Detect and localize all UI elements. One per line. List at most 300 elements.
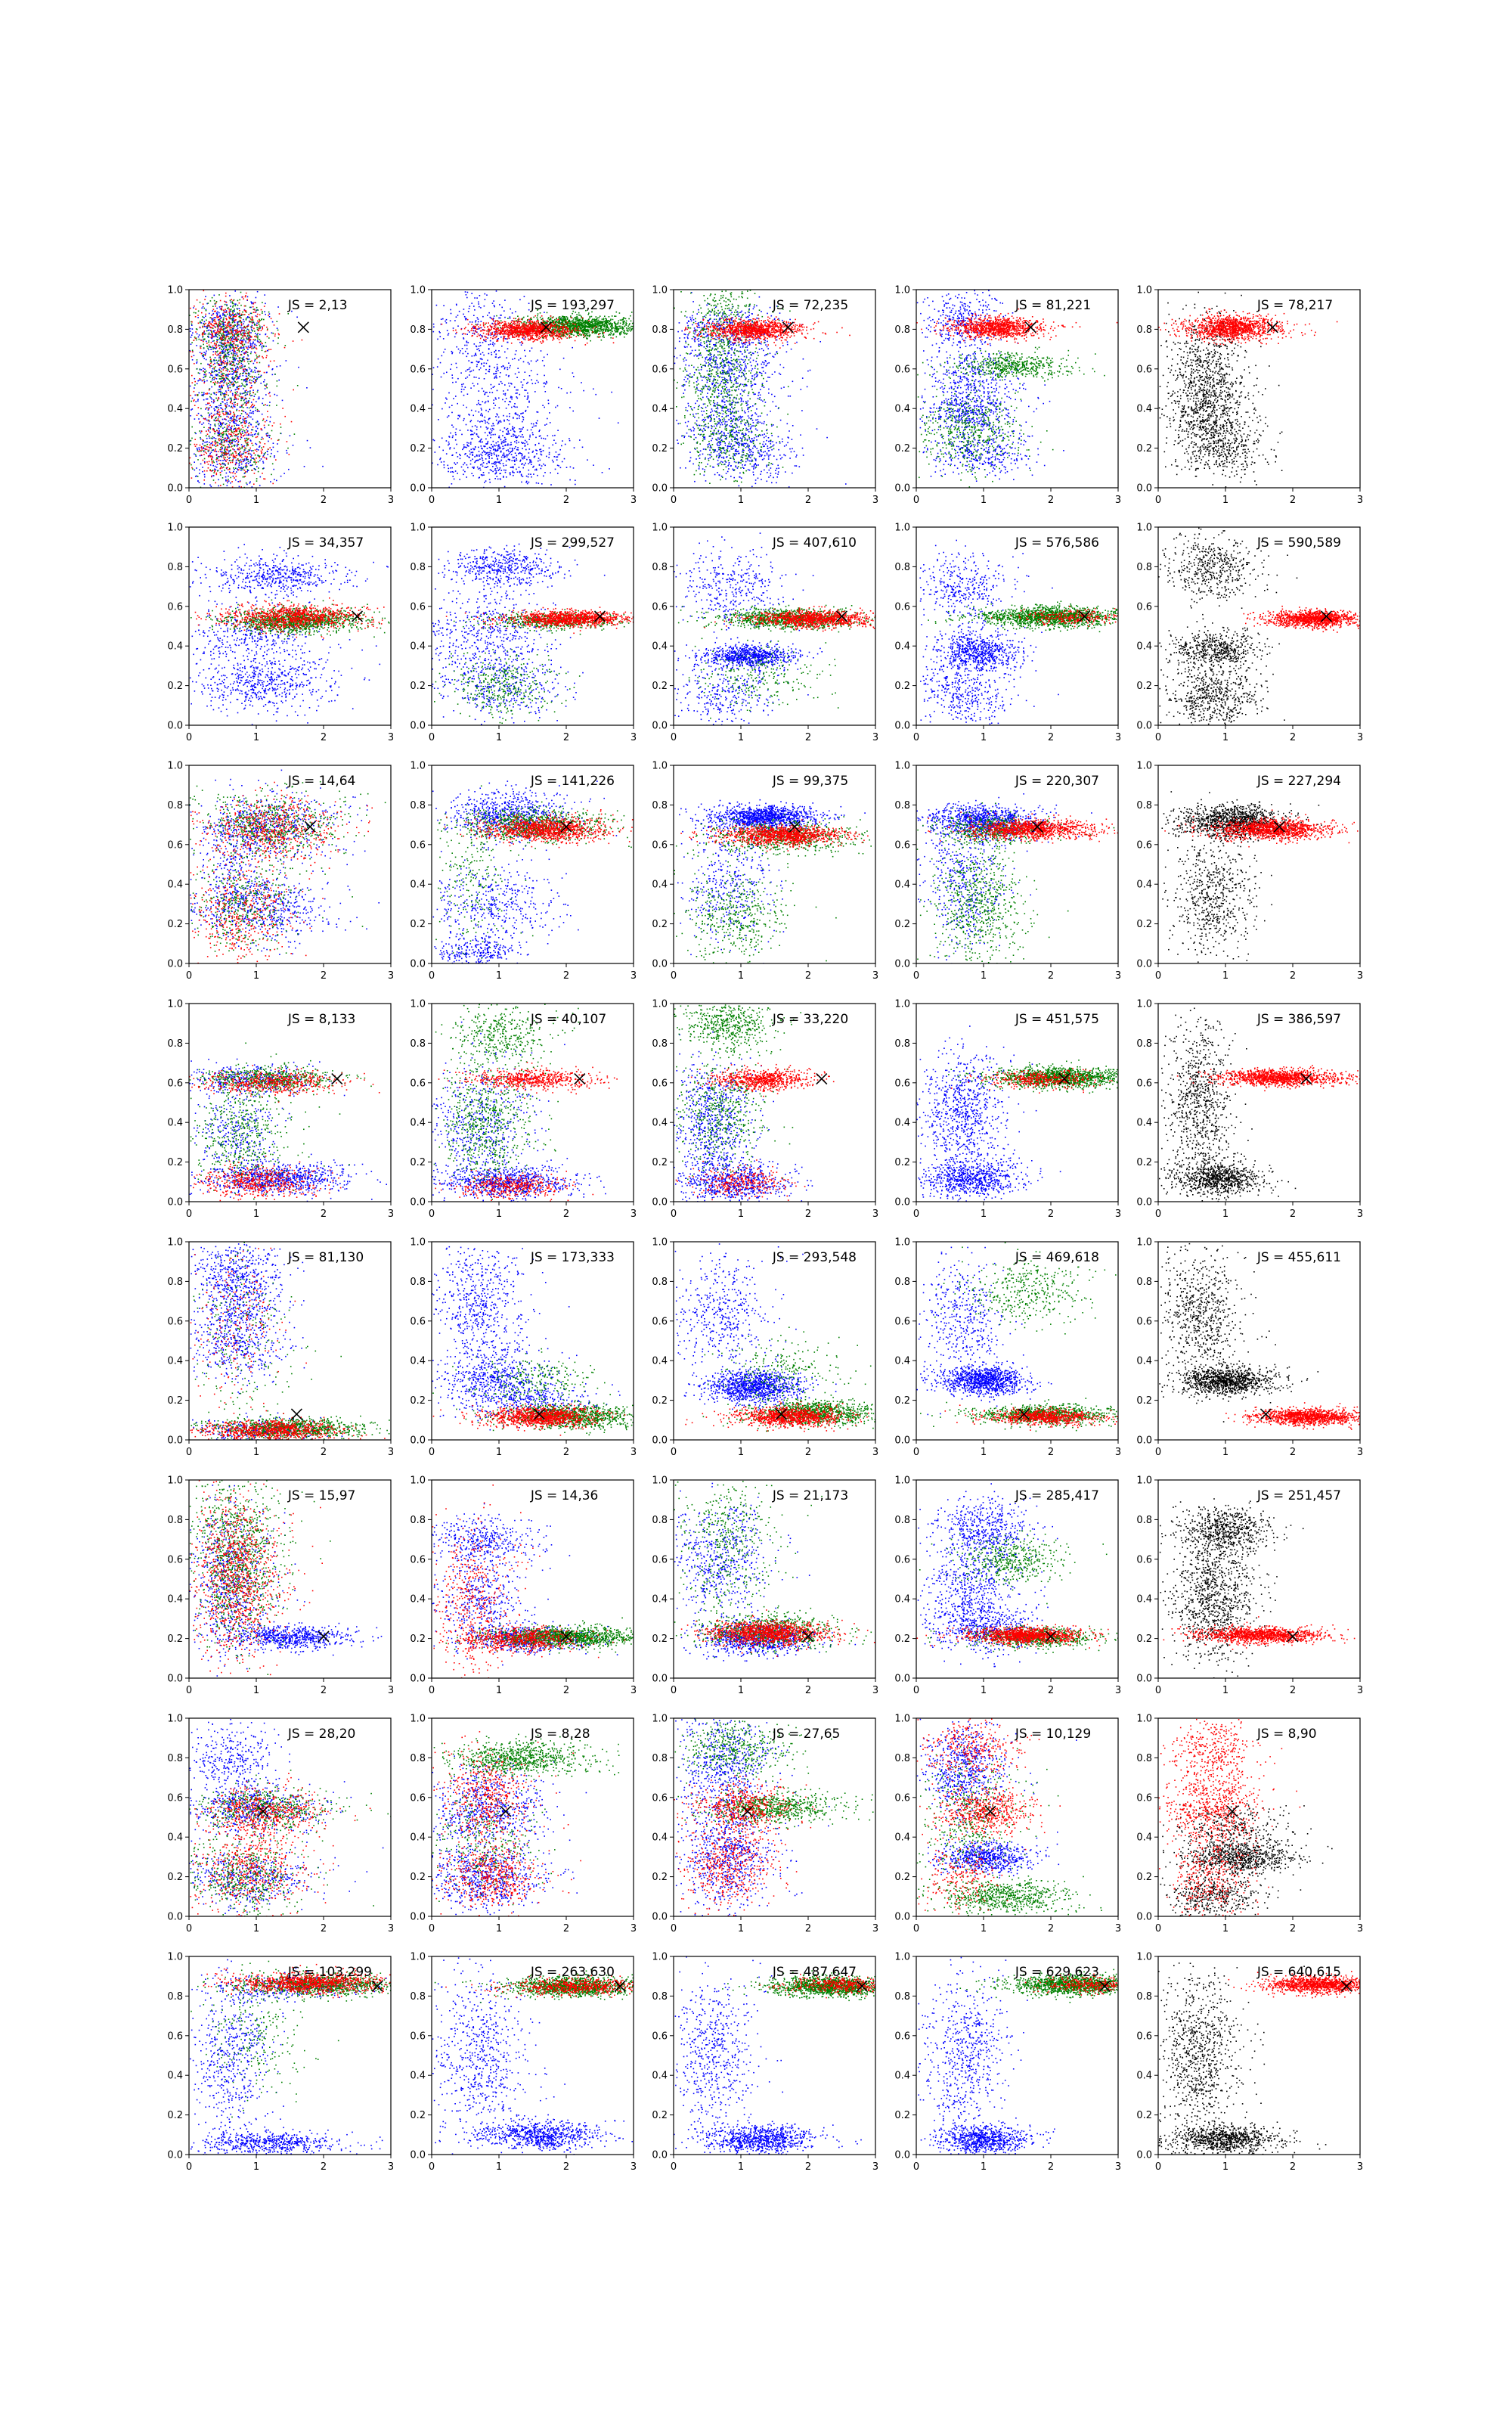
data-point xyxy=(581,382,582,383)
data-point xyxy=(255,464,256,465)
data-point xyxy=(478,400,479,402)
data-point xyxy=(201,446,203,448)
data-point xyxy=(221,376,222,377)
data-point xyxy=(489,418,491,420)
data-point xyxy=(215,303,216,305)
data-point xyxy=(246,404,247,405)
data-point xyxy=(209,396,211,398)
data-point xyxy=(235,345,237,346)
data-point xyxy=(221,423,222,424)
data-point xyxy=(494,462,495,464)
data-point xyxy=(215,445,217,447)
data-point xyxy=(208,342,209,343)
data-point xyxy=(480,307,482,309)
data-point xyxy=(476,349,478,350)
data-point xyxy=(474,343,476,345)
data-point xyxy=(250,332,252,334)
data-point xyxy=(234,433,235,435)
data-point xyxy=(563,358,565,359)
data-point xyxy=(203,334,204,335)
data-point xyxy=(554,319,556,321)
data-point xyxy=(216,341,218,343)
data-point xyxy=(494,367,495,368)
data-point xyxy=(259,326,261,327)
data-point xyxy=(487,422,488,424)
data-point xyxy=(216,308,218,309)
data-point xyxy=(190,330,191,332)
data-point xyxy=(465,371,466,372)
data-point xyxy=(264,306,265,307)
x-tick-label: 1 xyxy=(253,495,259,506)
data-point xyxy=(254,434,256,436)
data-point xyxy=(222,454,223,455)
data-point xyxy=(287,452,288,454)
data-point xyxy=(194,384,196,386)
data-point xyxy=(269,316,271,318)
data-point xyxy=(234,336,236,337)
data-point xyxy=(236,420,237,422)
data-point xyxy=(496,377,497,379)
data-point xyxy=(234,351,235,352)
data-point xyxy=(230,450,231,451)
data-point xyxy=(245,311,246,312)
data-point xyxy=(504,352,506,353)
data-point xyxy=(226,402,228,404)
data-point xyxy=(510,442,512,444)
data-point xyxy=(265,303,266,305)
data-point xyxy=(482,401,484,402)
data-point xyxy=(257,455,259,457)
data-point xyxy=(194,378,196,380)
data-point xyxy=(498,470,500,471)
data-point xyxy=(550,484,552,486)
data-point xyxy=(199,449,200,451)
data-point xyxy=(480,464,482,466)
data-point xyxy=(593,464,594,466)
data-point xyxy=(256,347,257,349)
data-point xyxy=(209,415,210,417)
data-point xyxy=(496,470,497,472)
data-point xyxy=(516,377,518,378)
data-point xyxy=(237,415,239,417)
data-point xyxy=(219,415,221,417)
data-point xyxy=(231,481,233,482)
data-point xyxy=(219,434,221,436)
data-point xyxy=(483,445,485,447)
data-point xyxy=(472,475,474,476)
data-point xyxy=(559,369,561,371)
data-point xyxy=(237,325,239,327)
data-point xyxy=(463,464,464,466)
data-point xyxy=(274,455,275,457)
data-point xyxy=(246,484,248,486)
data-point xyxy=(256,437,257,439)
data-point xyxy=(240,357,241,358)
data-point xyxy=(471,452,472,454)
data-point xyxy=(216,355,218,356)
x-marker xyxy=(298,322,308,333)
data-point xyxy=(220,436,222,438)
data-point xyxy=(203,356,204,358)
data-point xyxy=(277,306,279,308)
data-point xyxy=(546,456,547,458)
data-point xyxy=(233,305,234,306)
data-point xyxy=(466,356,468,358)
data-point xyxy=(220,427,222,428)
data-point xyxy=(204,339,206,340)
data-point xyxy=(225,296,227,297)
data-point xyxy=(214,295,215,296)
data-point xyxy=(451,353,453,355)
data-point xyxy=(277,386,278,387)
data-point xyxy=(243,372,244,374)
data-point xyxy=(236,375,237,377)
data-point xyxy=(599,317,600,318)
data-point xyxy=(216,392,218,393)
data-point xyxy=(273,333,274,334)
data-point xyxy=(603,324,605,325)
data-point xyxy=(521,482,522,483)
data-point xyxy=(246,326,247,327)
data-point xyxy=(250,456,252,458)
data-point xyxy=(545,383,547,385)
data-point xyxy=(537,420,538,422)
data-point xyxy=(456,444,457,445)
data-point xyxy=(200,302,201,303)
data-point xyxy=(552,435,553,436)
data-point xyxy=(481,363,482,365)
data-point xyxy=(471,371,472,372)
data-point xyxy=(226,326,228,327)
data-point xyxy=(254,361,256,362)
data-point xyxy=(240,292,242,293)
data-point xyxy=(220,337,222,339)
data-point xyxy=(498,383,500,385)
data-point xyxy=(627,325,629,327)
data-point xyxy=(243,319,244,321)
data-point xyxy=(525,371,526,373)
data-point xyxy=(214,317,215,318)
data-point xyxy=(263,478,265,479)
data-point xyxy=(197,329,198,330)
data-point xyxy=(200,380,202,381)
data-point xyxy=(451,351,453,352)
data-point xyxy=(254,302,256,303)
data-point xyxy=(488,344,490,346)
data-point xyxy=(250,321,252,323)
data-point xyxy=(250,459,252,461)
data-point xyxy=(241,379,243,380)
data-point xyxy=(541,483,543,485)
data-point xyxy=(250,383,252,384)
data-point xyxy=(500,356,501,358)
data-point xyxy=(211,337,212,339)
data-point xyxy=(246,384,247,386)
data-point xyxy=(478,303,479,305)
data-point xyxy=(241,337,243,339)
data-point xyxy=(231,401,232,402)
data-point xyxy=(232,334,234,336)
data-point xyxy=(259,460,261,461)
data-point xyxy=(196,340,197,341)
data-point xyxy=(621,334,622,335)
data-point xyxy=(524,350,525,352)
data-point xyxy=(261,309,262,311)
data-point xyxy=(491,333,492,334)
data-point xyxy=(479,455,480,457)
data-point xyxy=(487,435,488,436)
data-point xyxy=(259,457,260,458)
data-point xyxy=(241,410,243,411)
data-point xyxy=(228,444,229,445)
data-point xyxy=(251,412,253,414)
data-point xyxy=(474,297,476,299)
data-point xyxy=(246,337,248,339)
data-point xyxy=(227,324,228,326)
data-point xyxy=(248,314,249,315)
data-point xyxy=(268,448,269,450)
data-point xyxy=(547,435,549,436)
data-point xyxy=(247,354,249,355)
data-point xyxy=(486,467,488,468)
data-point xyxy=(536,453,538,455)
data-point xyxy=(479,350,480,352)
data-point xyxy=(269,437,271,439)
data-point xyxy=(225,433,227,435)
data-point xyxy=(499,408,500,409)
data-point xyxy=(515,354,516,355)
data-point xyxy=(244,368,246,370)
data-point xyxy=(492,392,494,393)
data-point xyxy=(213,437,215,439)
data-point xyxy=(254,352,256,353)
data-point xyxy=(198,372,200,374)
data-point xyxy=(237,300,239,302)
data-point xyxy=(481,413,482,414)
data-point xyxy=(513,470,514,472)
data-point xyxy=(244,392,246,393)
data-point xyxy=(293,389,294,391)
data-point xyxy=(524,396,525,397)
data-point xyxy=(208,447,209,448)
data-point xyxy=(225,327,227,329)
data-point xyxy=(249,307,251,309)
data-point xyxy=(507,389,509,391)
data-point xyxy=(260,343,262,345)
data-point xyxy=(197,400,199,402)
data-point xyxy=(214,392,215,394)
data-point xyxy=(250,454,252,455)
data-point xyxy=(243,461,244,463)
data-point xyxy=(555,407,556,408)
data-point xyxy=(269,447,271,448)
data-point xyxy=(500,318,501,319)
data-point xyxy=(232,346,234,347)
data-point xyxy=(238,321,240,323)
data-point xyxy=(256,480,258,482)
data-point xyxy=(246,442,247,444)
data-point xyxy=(574,317,575,318)
data-point xyxy=(534,391,536,392)
data-point xyxy=(258,424,259,425)
data-point xyxy=(197,449,198,451)
data-point xyxy=(256,448,258,450)
data-point xyxy=(440,336,442,337)
data-point xyxy=(252,395,253,396)
data-point xyxy=(482,452,483,454)
data-point xyxy=(207,433,209,435)
data-point xyxy=(222,402,224,403)
data-point xyxy=(194,461,195,463)
data-point xyxy=(514,464,516,466)
data-point xyxy=(227,350,228,352)
data-point xyxy=(514,427,516,429)
data-point xyxy=(241,327,243,329)
data-point xyxy=(195,476,197,477)
data-point xyxy=(485,402,486,404)
data-point xyxy=(234,339,235,340)
data-point xyxy=(511,399,513,400)
data-point xyxy=(528,463,529,464)
data-point xyxy=(245,476,246,477)
data-point xyxy=(524,443,525,445)
data-point xyxy=(199,380,200,381)
data-point xyxy=(235,457,237,458)
data-point xyxy=(244,310,246,312)
data-point xyxy=(503,470,505,471)
data-point xyxy=(254,473,256,474)
data-point xyxy=(226,429,228,430)
data-point xyxy=(532,451,534,452)
data-point xyxy=(526,481,528,482)
data-point xyxy=(191,375,193,377)
data-point xyxy=(223,467,225,468)
data-point xyxy=(199,392,200,394)
data-point xyxy=(237,378,239,380)
data-point xyxy=(225,324,227,326)
data-point xyxy=(483,451,485,452)
data-point xyxy=(526,442,528,443)
data-point xyxy=(450,320,451,321)
data-point xyxy=(507,430,509,432)
data-point xyxy=(196,467,197,469)
data-point xyxy=(500,473,501,474)
data-point xyxy=(541,438,543,439)
data-point xyxy=(234,441,236,442)
data-point xyxy=(234,394,236,396)
data-point xyxy=(232,350,234,352)
data-point xyxy=(493,402,494,404)
data-point xyxy=(215,346,217,347)
data-point xyxy=(496,354,497,355)
data-point xyxy=(471,410,472,411)
data-point xyxy=(194,355,195,356)
data-point xyxy=(491,425,493,427)
data-point xyxy=(246,347,248,349)
data-point xyxy=(237,448,239,449)
data-point xyxy=(214,414,215,415)
data-point xyxy=(240,451,241,453)
data-point xyxy=(234,349,235,351)
data-point xyxy=(257,409,259,411)
data-point xyxy=(267,336,268,337)
data-point xyxy=(190,386,191,387)
data-point xyxy=(489,433,491,435)
data-point xyxy=(470,460,472,461)
data-point xyxy=(233,405,234,406)
data-point xyxy=(203,344,204,346)
data-point xyxy=(250,336,252,337)
data-point xyxy=(259,329,260,330)
data-point xyxy=(467,467,469,469)
data-point xyxy=(232,395,234,396)
data-point xyxy=(533,473,534,475)
data-point xyxy=(257,436,259,438)
data-point xyxy=(206,436,207,437)
data-point xyxy=(240,467,242,468)
data-point xyxy=(248,463,249,464)
data-point xyxy=(244,335,246,337)
data-point xyxy=(223,452,225,454)
data-point xyxy=(498,455,500,457)
data-point xyxy=(228,447,230,448)
data-point xyxy=(206,309,207,311)
data-point xyxy=(191,334,193,336)
data-point xyxy=(211,413,212,414)
data-point xyxy=(447,417,448,418)
data-point xyxy=(196,455,197,457)
data-point xyxy=(494,351,495,352)
data-point xyxy=(489,366,491,368)
data-point xyxy=(528,362,529,364)
data-point xyxy=(525,355,526,357)
data-point xyxy=(525,463,526,464)
data-point xyxy=(222,361,224,363)
data-point xyxy=(221,371,222,373)
data-point xyxy=(236,340,237,341)
data-point xyxy=(522,427,524,429)
data-point xyxy=(235,479,237,481)
data-point xyxy=(240,331,241,333)
data-point xyxy=(257,391,259,392)
data-point xyxy=(227,435,228,436)
data-point xyxy=(543,476,544,477)
data-point xyxy=(223,458,225,459)
data-point xyxy=(254,324,256,325)
data-point xyxy=(218,433,219,435)
data-point xyxy=(536,361,538,362)
data-point xyxy=(500,430,501,431)
data-point xyxy=(436,305,438,306)
data-point xyxy=(218,346,219,347)
data-point xyxy=(236,358,237,359)
data-point xyxy=(194,444,196,445)
data-point xyxy=(479,421,481,423)
data-point xyxy=(501,470,503,471)
data-point xyxy=(502,399,503,401)
data-point xyxy=(224,396,225,398)
data-point xyxy=(561,388,562,389)
data-point xyxy=(255,443,256,445)
data-point xyxy=(203,341,204,343)
data-point xyxy=(243,314,244,315)
data-point xyxy=(524,445,525,447)
data-point xyxy=(232,408,234,409)
data-point xyxy=(237,355,239,357)
data-point xyxy=(480,414,482,416)
data-point xyxy=(541,448,542,450)
data-point xyxy=(476,364,478,365)
